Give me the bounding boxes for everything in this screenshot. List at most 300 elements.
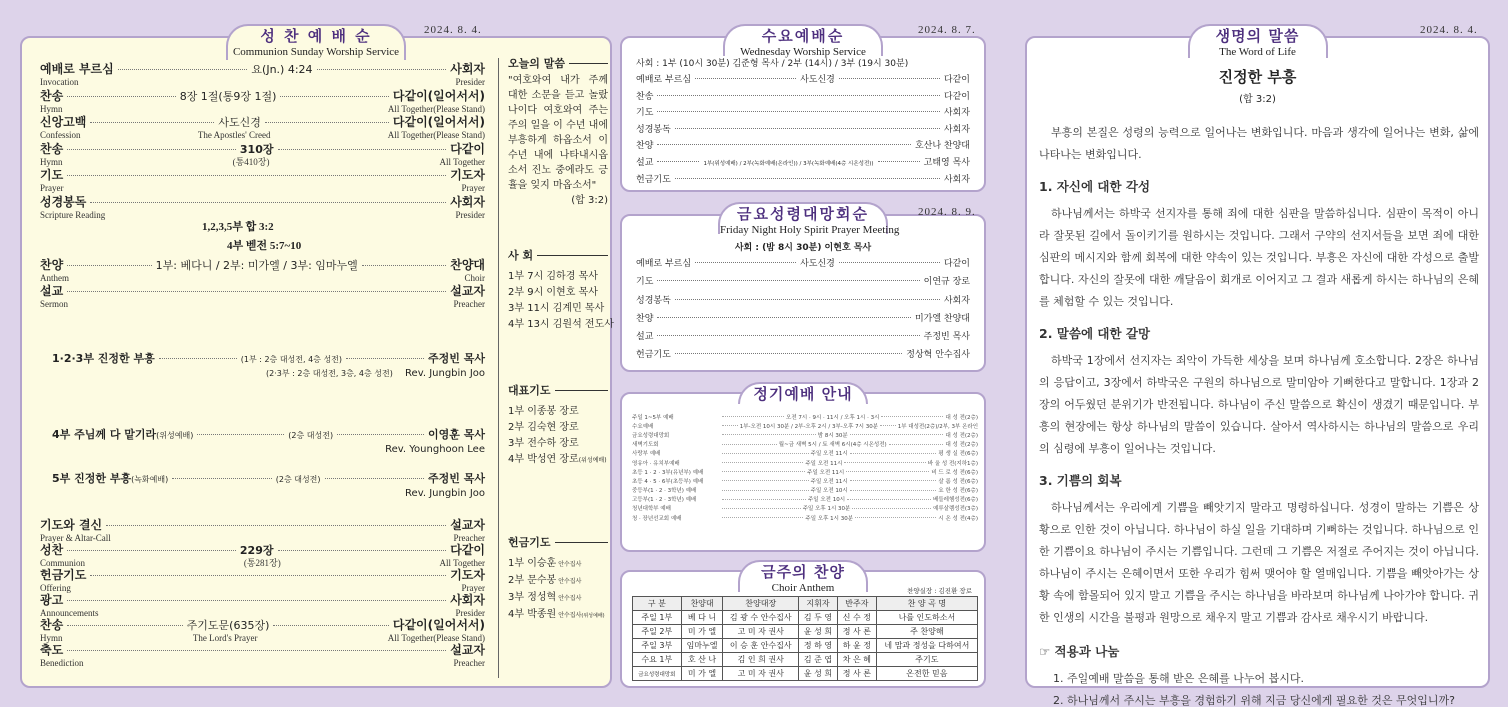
schedule-row	[632, 412, 978, 421]
leader-dots	[852, 508, 931, 509]
s2-text: 하박국 1장에서 선지자는 죄악이 가득한 세상을 보며 하나님께 호소합니다. 2장은 하나님의 응답이고, 3장에서 하박국은 구원의 하나님으로 말미암아 기뻐한다고 말합니다. 1장과 2장의 어두웠던 분위기가 반전됩니다. 하나님이 주신 말씀으로 확신이 생겼기 때문입니다. 부흥의 현장에는 항상 하나님의 말씀이 있습니다. 살아서 역사하시는 하나님의 말씀으로 우리의 심령에 부흥이 일어나는 것입니다.	[1039, 354, 1479, 455]
order-en-row	[40, 130, 485, 140]
schedule-name: 중등부(1 · 2 · 3학년) 예배	[632, 488, 697, 495]
schedule-row	[632, 467, 978, 476]
leader-dots	[878, 161, 920, 162]
order-leader: 다같이	[450, 141, 485, 156]
sermon-title	[52, 350, 155, 366]
service-label: 예배로 부르심	[636, 259, 692, 269]
leader-dots	[172, 478, 272, 479]
fri-host: 사회 : (밤 8시 30분) 이현호 목사	[734, 243, 872, 253]
anthem-cell: 온전한 믿음	[876, 667, 977, 681]
anthem-row	[633, 625, 978, 639]
schedule-name: 청년대학부 예배	[632, 506, 671, 513]
schedule-place: 대 성 전(2층)	[945, 414, 979, 421]
schedule-place: 베들레헴성전(6층)	[933, 497, 979, 504]
order-item	[40, 193, 485, 220]
anthem-header-row	[633, 597, 978, 611]
service-row	[636, 347, 970, 365]
service-label: 성경봉독	[636, 124, 671, 135]
order-item	[40, 566, 485, 591]
sermon-place: (1부 : 2층 대성전, 4층 성전)	[240, 355, 343, 364]
order-item	[40, 541, 485, 566]
order-row	[40, 616, 485, 633]
sermon-pastor: 주정빈 목사	[428, 352, 485, 365]
anthem-cell: 이 승 훈 안수집사	[723, 639, 799, 653]
anthem-cell: 윤 성 희	[799, 667, 838, 681]
leader-dots	[67, 291, 446, 292]
scripture-b: 4부 벧전 5:7~10	[227, 240, 302, 252]
order-label: 설교	[40, 284, 64, 298]
service-row	[636, 274, 970, 292]
sermon-title	[52, 426, 193, 442]
schedule-place: 살 롬 성 전(6층)	[938, 478, 979, 485]
order-detail: 사도신경	[218, 116, 261, 129]
order-leader-en: Prayer	[461, 183, 485, 193]
anthem-cell: 고 미 자 권사	[723, 667, 799, 681]
order-leader-en: All Together(Please Stand)	[387, 130, 485, 140]
anthem-cell: 김 두 영	[799, 611, 838, 625]
order-en-row	[40, 157, 485, 167]
leader-dots	[118, 69, 248, 70]
schedule-name: 주일 1~5부 예배	[632, 414, 674, 421]
leader-dots	[722, 490, 809, 491]
schedule-time: 주일 오전 10시	[810, 488, 848, 495]
service-leader: 사회자	[943, 295, 970, 306]
order-leader-en: Choir	[464, 273, 485, 283]
sermon-row	[52, 350, 485, 366]
s3-title: 3. 기쁨의 회복	[1039, 473, 1122, 488]
leader-dots	[346, 358, 424, 359]
schedule-row	[632, 458, 978, 467]
order-leader: 설교자	[450, 643, 485, 657]
life-ref: (합 3:2)	[1239, 94, 1276, 105]
anthem-title: 금주의 찬양	[761, 563, 845, 581]
regular-tab	[738, 382, 868, 404]
order-leader-en: Preacher	[453, 658, 485, 668]
leader-dots	[722, 434, 816, 435]
service-leader: 고태영 목사	[923, 157, 970, 168]
order-leader: 설교자	[450, 284, 485, 298]
service-row	[636, 138, 970, 155]
anthem-cell: 임마누엘	[681, 639, 723, 653]
schedule-place: 대 성 전(2층)	[945, 432, 979, 439]
anthem-cell: 하 윤 정	[837, 639, 876, 653]
order-label-en: Hymn	[40, 633, 63, 643]
leader-dots	[889, 444, 944, 445]
offering-role: 안수집사	[558, 612, 582, 619]
schedule-time: 1부-오전 10시 30분 / 2부-오후 2시 / 3부-오후 7시 30분	[739, 423, 879, 430]
service-leader: 다같이	[943, 259, 970, 269]
anthem-row	[633, 639, 978, 653]
schedule-time: 밤 8시 30분	[817, 432, 848, 439]
anthem-cell: 김 광 수 안수집사	[723, 611, 799, 625]
life-intro: 부흥의 본질은 성령의 능력으로 일어나는 변화입니다. 마음과 생각에 일어나는 변화, 삶에 나타나는 변화입니다.	[1039, 126, 1479, 161]
s1-text: 하나님께서는 하박국 선지자를 통해 죄에 대한 심판을 말씀하십니다. 심판이 목적이 아니라 잘못된 길에서 돌이키기를 원하시는 것입니다. 그래서 구약의 선지서들을 보면 죄에 대한 심판의 메시지와 함께 회복에 대한 약속이 있는 것입니다. 부흥은 자신에 대한 각성으로 출발합니다. 자신의 잘못에 대한 깨달음이 회개로 이어지고 그 결과 새롭게 하시는 하나님의 은혜를 체험할 수 있는 것입니다.	[1039, 207, 1479, 308]
fri-date: 2024. 8. 9.	[918, 206, 976, 218]
order-detail: 1부: 베다니 / 2부: 미가엘 / 3부: 임마누엘	[155, 259, 358, 272]
sermon-item	[52, 426, 485, 455]
leader-dots	[847, 499, 931, 500]
sermon-pastor: 주정빈 목사	[428, 472, 485, 485]
order-en-row	[40, 77, 485, 87]
schedule-name: 청 · 장년선교회 예배	[632, 515, 682, 522]
offering-name: 3부 정성혁	[508, 592, 557, 603]
leader-dots	[362, 265, 446, 266]
leader-dots	[657, 161, 699, 162]
anthem-header-cell: 찬 양 곡 명	[876, 597, 977, 611]
host-item: 1부 7시 김하경 목사	[508, 271, 598, 282]
order-leader: 기도자	[450, 168, 485, 182]
schedule-row	[632, 440, 978, 449]
schedule-name: 초등 4 · 5 · 6부(초등부) 예배	[632, 478, 704, 485]
order-item	[40, 166, 485, 193]
sermon-pastor-en: Rev. Younghoon Lee	[385, 444, 485, 455]
leader-dots	[273, 625, 388, 626]
leader-dots	[850, 480, 937, 481]
life-panel	[1025, 24, 1490, 707]
service-leader: 다같이	[943, 91, 970, 102]
service-row	[636, 72, 970, 89]
leader-dots	[722, 425, 738, 426]
order-item	[40, 282, 485, 308]
service-leader: 주정빈 목사	[923, 332, 970, 343]
regular-panel	[620, 385, 986, 552]
leader-dots	[675, 178, 940, 179]
leader-dots	[197, 434, 284, 435]
anthem-cell: 주일 1부	[633, 611, 682, 625]
sermon-place: (2층 대성전)	[275, 475, 321, 484]
service-row	[636, 122, 970, 139]
leader-dots	[839, 78, 940, 79]
leader-dots	[67, 265, 151, 266]
schedule-name: 금요성령대망회	[632, 432, 670, 439]
order-leader-en: Presider	[455, 608, 485, 618]
leader-dots	[106, 525, 446, 526]
wed-tab	[723, 24, 883, 56]
leader-dots	[325, 478, 425, 479]
anthem-row	[633, 653, 978, 667]
schedule-row	[632, 476, 978, 485]
wed-date: 2024. 8. 7.	[918, 24, 976, 36]
anthem-header-cell: 찬양대	[681, 597, 723, 611]
order-leader-en: Prayer	[461, 583, 485, 593]
schedule-row	[632, 495, 978, 504]
rep-title: 대표기도	[508, 383, 608, 398]
leader-dots	[337, 434, 424, 435]
order-en-row	[40, 658, 485, 668]
anthem-cell: 금요성령대망회	[633, 667, 682, 681]
service-leader: 정상혁 안수집사	[906, 350, 970, 361]
anthem-cell: 베 다 니	[681, 611, 723, 625]
service-row	[636, 293, 970, 311]
service-label: 성경봉독	[636, 295, 671, 306]
schedule-place: 1부 대성전(2층)/2부, 3부 온라인	[897, 423, 979, 430]
schedule-place: 시 온 성 전(4층)	[938, 515, 979, 522]
host-list	[508, 269, 614, 333]
order-label-en: Confession	[40, 130, 81, 140]
service-row	[636, 155, 970, 172]
leader-dots	[722, 471, 805, 472]
order-label: 기도와 결신	[40, 518, 103, 532]
leader-dots	[675, 353, 902, 354]
order-detail: 8장 1절(통9장 1절)	[179, 89, 277, 103]
leader-dots	[880, 425, 896, 426]
communion-list-bottom	[40, 516, 485, 666]
order-item	[40, 140, 485, 167]
order-label: 찬송	[40, 141, 64, 156]
leader-dots	[850, 434, 944, 435]
communion-date: 2024. 8. 4.	[424, 24, 482, 36]
order-en-row	[40, 104, 485, 114]
order-row	[40, 282, 485, 299]
regular-title: 정기예배 안내	[753, 385, 853, 403]
leader-dots	[657, 111, 940, 112]
order-item	[40, 113, 485, 140]
leader-dots	[90, 122, 214, 123]
apply-item: 1. 주일예배 말씀을 통해 받은 은혜를 나누어 봅시다.	[1053, 672, 1304, 685]
schedule-row	[632, 421, 978, 430]
anthem-cell: 김 인 희 권사	[723, 653, 799, 667]
sermon-item	[52, 470, 485, 499]
order-detail: 310장	[239, 142, 274, 156]
life-subtitle: The Word of Life	[1219, 46, 1296, 58]
sermon-place: (2층 대성전)	[288, 431, 334, 440]
sermon-item	[52, 350, 485, 379]
apply-list	[1039, 668, 1479, 707]
service-row	[636, 172, 970, 189]
order-item	[40, 591, 485, 616]
s3-text: 하나님께서는 우리에게 기쁨을 빼앗기지 말라고 명령하십니다. 성경이 말하는 기쁨은 상황으로 인한 것이 아닙니다. 하나님이 하실 일을 기대하며 기뻐하는 것입니다. 하나님으로 인한 기쁨이요 하나님이 주시는 기쁨입니다. 그런데 그 기쁨은 저절로 주어지는 것이 아닙니다. 하나님이 주시는 은혜이면서 또한 우리가 힘써 맺어야 할 열매입니다. 기쁨을 빼앗아가는 상황 속에 함몰되어 있지 말고 기쁨을 주시는 하나님을 바라보며 하나님께 나아가야 합니다. 귀한 인생의 시간을 불평과 원망으로 채우지 말고 기쁨과 감사로 채우시기 바랍니다.	[1039, 501, 1479, 624]
anthem-cell: 신 수 정	[837, 611, 876, 625]
rep-name: 2부 김숙현 장로	[508, 422, 579, 433]
sermon-place2: (2·3부 : 2층 대성전, 3층, 4층 성전)	[266, 369, 393, 378]
schedule-row	[632, 486, 978, 495]
wed-host: 사회 : 1부 (10시 30분) 김준형 목사 / 2부 (14시) / 3부 (19시 30분)	[636, 59, 909, 69]
service-leader: 사회자	[943, 108, 970, 119]
order-label: 축도	[40, 643, 64, 657]
service-label: 찬양	[636, 313, 654, 324]
anthem-cell: 호 산 나	[681, 653, 723, 667]
service-leader: 미가엘 찬양대	[914, 313, 970, 324]
fri-tab	[718, 202, 900, 236]
schedule-name: 새벽기도회	[632, 442, 659, 449]
word-text: "여호와여 내가 주께 대한 소문을 듣고 놀랐나이다 여호와여 주는 주의 일을 이 수년 내에 부흥하게 하옵소서 이 수년 내에 나타내시옵소서 진노 중에라도 긍휼을 잊지 마옵소서"	[508, 75, 608, 191]
friday-panel	[620, 205, 986, 372]
leader-dots	[722, 508, 801, 509]
order-label-en: Invocation	[40, 77, 79, 87]
leader-dots	[317, 69, 447, 70]
rep-item	[508, 452, 608, 469]
schedule-place: 바 울 성 전(지하1층)	[927, 460, 979, 467]
schedule-name: 초등 1 · 2 · 3부(유년부) 예배	[632, 469, 704, 476]
order-leader: 사회자	[450, 593, 485, 607]
schedule-row	[632, 504, 978, 513]
order-label: 찬송	[40, 88, 64, 103]
schedule-time: 주일 오전 10시	[807, 497, 846, 504]
offering-item	[508, 556, 608, 573]
sermon-pastor-en: Rev. Jungbin Joo	[405, 488, 485, 499]
offering-name: 2부 문수봉	[508, 575, 557, 586]
order-detail-en: The Apostles' Creed	[197, 130, 271, 140]
order-label-en: Benediction	[40, 658, 84, 668]
sermon-row	[52, 470, 485, 486]
anthem-subtitle: Choir Anthem	[771, 582, 835, 594]
life-date: 2024. 8. 4.	[1420, 24, 1478, 36]
anthem-note: 찬양실장 : 김진환 장로	[907, 587, 972, 595]
leader-dots	[695, 78, 796, 79]
host-item: 4부 13시 김원석 전도사	[508, 319, 614, 330]
offering-list	[508, 556, 608, 624]
service-row	[636, 329, 970, 347]
anthem-cell: 주일 2부	[633, 625, 682, 639]
fri-subtitle: Friday Night Holy Spirit Prayer Meeting	[720, 224, 900, 236]
anthem-cell: 주기도	[876, 653, 977, 667]
side-column	[508, 56, 614, 624]
order-label: 찬양	[40, 258, 64, 272]
order-row	[40, 87, 485, 104]
order-detail-en: (통410장)	[232, 156, 270, 167]
fri-title: 금요성령대망회순	[737, 205, 869, 223]
order-item	[40, 641, 485, 666]
anthem-header-cell: 구 분	[633, 597, 682, 611]
anthem-cell: 나를 인도하소서	[876, 611, 977, 625]
order-leader: 기도자	[450, 568, 485, 582]
sermon-title-text: 4부 주님께 다 맡기라	[52, 428, 157, 441]
rep-name: 4부 박성연 장로	[508, 454, 579, 465]
order-leader: 사회자	[450, 62, 486, 76]
order-label: 찬송	[40, 618, 64, 632]
order-label-en: Prayer & Altar-Call	[40, 533, 111, 543]
anthem-cell: 네 맘과 정성을 다하여서	[876, 639, 977, 653]
anthem-header-cell: 반주자	[837, 597, 876, 611]
communion-list-mid	[40, 256, 485, 308]
service-row	[636, 256, 970, 274]
leader-dots	[657, 317, 911, 318]
order-row	[40, 140, 485, 157]
order-detail: 요(Jn.) 4:24	[251, 63, 313, 76]
anthem-cell: 미 가 엘	[681, 625, 723, 639]
order-row	[40, 566, 485, 583]
anthem-header-cell: 찬양대장	[723, 597, 799, 611]
rep-name: 1부 이종봉 장로	[508, 406, 579, 417]
schedule-name: 수요예배	[632, 423, 654, 430]
order-row	[40, 541, 485, 558]
anthem-cell: 주 찬양해	[876, 625, 977, 639]
service-detail: 사도신경	[800, 75, 835, 85]
service-row	[636, 105, 970, 122]
order-label: 성찬	[40, 543, 64, 557]
anthem-row	[633, 667, 978, 681]
leader-dots	[722, 462, 803, 463]
leader-dots	[657, 95, 940, 96]
order-label: 성경봉독	[40, 194, 87, 209]
order-leader: 다같이(일어서서)	[392, 115, 486, 129]
sermon-en-row	[52, 488, 485, 499]
sermon-sub: (녹화예배)	[131, 475, 169, 484]
order-row	[40, 113, 485, 130]
order-detail: 주기도문(635장)	[186, 619, 270, 632]
order-label-en: Offering	[40, 583, 71, 593]
service-leader: 호산나 찬양대	[914, 141, 970, 152]
rep-name: 3부 전수하 장로	[508, 438, 579, 449]
schedule-row	[632, 430, 978, 439]
order-leader-en: Preacher	[453, 299, 485, 309]
schedule-name: 사랑부 예배	[632, 451, 661, 458]
order-leader-en: All Together	[439, 558, 485, 568]
order-row	[40, 591, 485, 608]
leader-dots	[280, 96, 389, 97]
order-leader: 다같이	[450, 543, 485, 557]
order-leader-en: Presider	[455, 209, 485, 220]
communion-tab	[226, 24, 406, 60]
order-row	[40, 256, 485, 273]
wed-subtitle: Wednesday Worship Service	[740, 46, 866, 58]
order-item	[40, 60, 485, 87]
schedule-place: 예루살렘성전(3층)	[933, 506, 979, 513]
leader-dots	[722, 416, 784, 417]
sermon-title	[52, 470, 168, 486]
schedule-time: 주일 오전 11시	[810, 478, 848, 485]
anthem-cell: 정 사 론	[837, 625, 876, 639]
order-leader: 찬양대	[450, 258, 486, 272]
order-detail: 229장	[239, 544, 274, 557]
order-en-row	[40, 183, 485, 193]
leader-dots	[722, 453, 809, 454]
offering-role: 안수집사	[558, 578, 582, 585]
schedule-row	[632, 513, 978, 522]
sermon-title-text: 5부 진정한 부흥	[52, 472, 132, 485]
host-item: 3부 11시 김계민 목사	[508, 303, 605, 314]
leader-dots	[67, 96, 176, 97]
sermon-sub: (위성예배)	[156, 431, 194, 440]
leader-dots	[855, 517, 936, 518]
schedule-place: 대 성 전(2층)	[945, 442, 979, 449]
service-label: 기도	[636, 108, 654, 119]
order-item	[40, 616, 485, 641]
leader-dots	[265, 122, 389, 123]
service-label: 찬송	[636, 91, 654, 102]
service-leader: 사회자	[943, 174, 970, 185]
order-leader-en: Preacher	[453, 533, 485, 543]
regular-list	[632, 412, 978, 522]
order-label: 헌금기도	[40, 568, 87, 582]
service-label: 설교	[636, 157, 654, 168]
offering-note: (위성예배)	[581, 613, 605, 619]
anthem-tab	[738, 560, 868, 592]
side-divider	[498, 58, 499, 678]
order-label-en: Hymn	[40, 103, 63, 114]
leader-dots	[67, 600, 446, 601]
word-ref: (합 3:2)	[571, 195, 608, 206]
order-detail-en: (통281장)	[243, 558, 281, 568]
order-en-row	[40, 299, 485, 309]
leader-dots	[67, 175, 446, 176]
schedule-time: 주일 오전 11시	[807, 469, 845, 476]
wed-list	[636, 72, 970, 188]
leader-dots	[675, 128, 940, 129]
life-body	[1039, 122, 1479, 707]
order-label: 신앙고백	[40, 115, 87, 129]
order-row	[40, 193, 485, 210]
host-item: 2부 9시 이현호 목사	[508, 287, 598, 298]
schedule-time: 주일 오후 1시 30분	[802, 506, 851, 513]
anthem-cell: 미 가 엘	[681, 667, 723, 681]
leader-dots	[722, 444, 777, 445]
offering-item	[508, 590, 608, 607]
life-title: 생명의 말씀	[1215, 27, 1300, 45]
anthem-cell: 고 미 자 권사	[723, 625, 799, 639]
